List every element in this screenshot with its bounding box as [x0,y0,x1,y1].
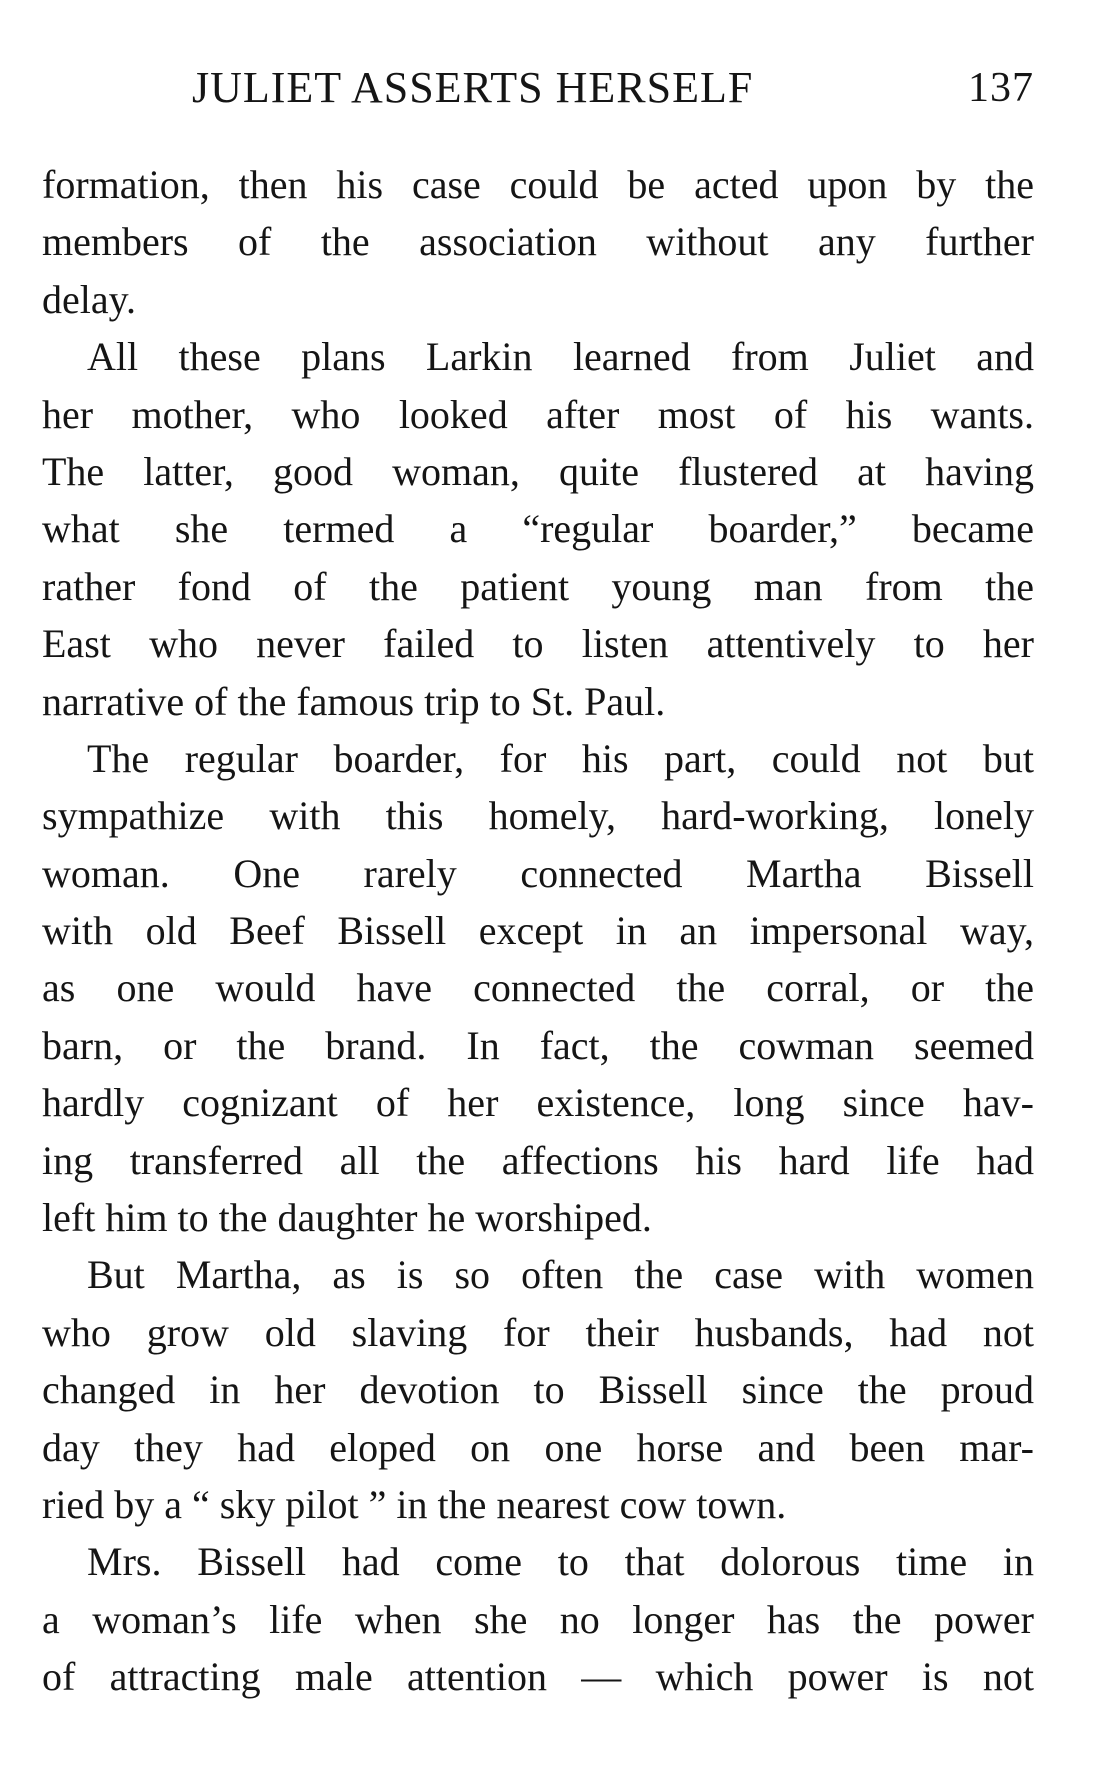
text-line: The regular boarder, for his part, could not but [87,735,1034,781]
text-line: barn, or the brand. In fact, the cowman seemed [42,1022,1034,1068]
page-header [42,62,1034,122]
body-text [42,156,1034,1706]
text-line: The latter, good woman, quite flustered at having [42,448,1034,494]
text-line: as one would have connected the corral, or the [42,965,1034,1011]
text-line: of attracting male attention — which power is not [42,1654,1034,1700]
text-line: rather fond of the patient young man from the [42,563,1034,609]
text-line: formation, then his case could be acted upon by the [42,162,1034,207]
text-line: hardly cognizant of her existence, long since hav- [42,1080,1034,1126]
text-line: All these plans Larkin learned from Juliet and [87,334,1034,380]
text-line: ried by a “ sky pilot ” in the nearest cow town. [42,1481,787,1527]
text-line: woman. One rarely connected Martha Bissell [42,850,1034,896]
text-line: Mrs. Bissell had come to that dolorous time in [87,1539,1034,1585]
text-line: changed in her devotion to Bissell since the proud [42,1367,1034,1413]
text-line: who grow old slaving for their husbands, had not [42,1309,1034,1355]
text-line: East who never failed to listen attentively to her [42,621,1034,667]
text-line: But Martha, as is so often the case with women [87,1252,1034,1298]
running-title: JULIET ASSERTS HERSELF [192,63,754,112]
text-line: left him to the daughter he worshiped. [42,1195,652,1241]
text-line: narrative of the famous trip to St. Paul. [42,678,666,724]
text-line: a woman’s life when she no longer has the power [42,1596,1034,1642]
text-line: sympathize with this homely, hard-working, lonely [42,793,1034,839]
page-number: 137 [968,65,1034,111]
text-line: ing transferred all the affections his hard life had [42,1137,1034,1183]
text-line: members of the association without any further [42,219,1034,265]
text-line: day they had eloped on one horse and been mar- [42,1424,1034,1470]
text-line: what she termed a “regular boarder,” became [42,506,1034,552]
text-line: delay. [42,276,137,322]
text-line: her mother, who looked after most of his wants. [42,391,1034,437]
text-line: with old Beef Bissell except in an impersonal way, [42,908,1034,954]
